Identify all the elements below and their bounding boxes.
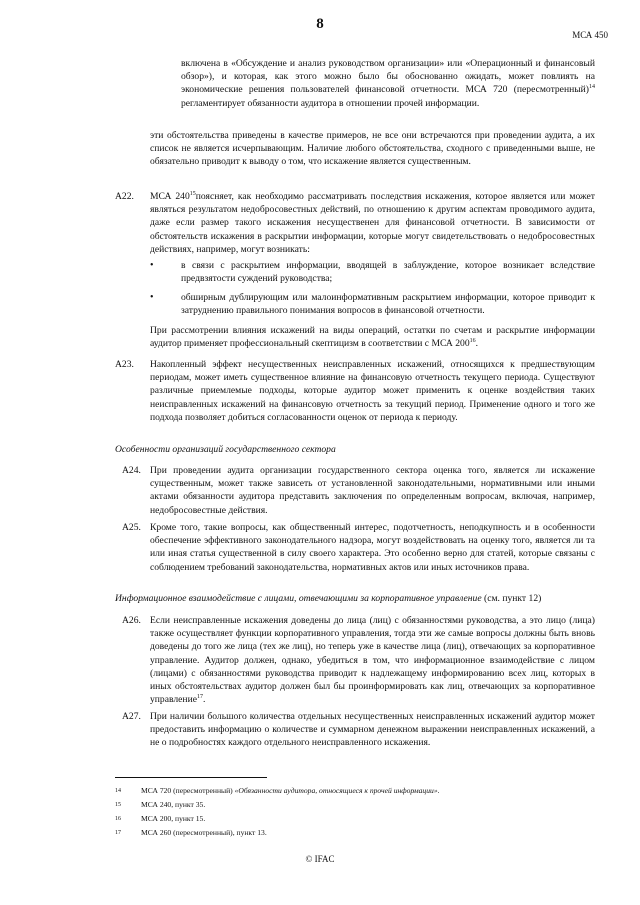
page-footer-copyright: © IFAC bbox=[305, 854, 335, 864]
paragraph-a22: МСА $240^{15}поясняет$, как необходимо рассматривать последствия искажения, которое является или может являться результатом недобросовестных действий, по отношению к другим аспектам проводимого аудита, даже если размер такого искажения несущественен для финансовой отчетности. В зависимости от обстоятельств искажения в раскрытии информации, которые могут свидетельствовать о недобросовестных действиях, например, могут возникать: bbox=[150, 190, 596, 255]
footnote-15: 15 МСА 240, пункт 35. bbox=[115, 800, 206, 809]
document-code: МСА 450 bbox=[572, 30, 608, 40]
footnote-ref-16[interactable]: 16 bbox=[469, 338, 476, 345]
paragraph-label-a25: A25. bbox=[122, 522, 141, 533]
footnote-divider bbox=[115, 777, 267, 778]
bullet-icon: • bbox=[150, 292, 154, 303]
footnote-17: 17 МСА 260 (пересмотренный), пункт 13. bbox=[115, 828, 267, 837]
bullet-item-2: обширным дублирующим или малоинформативным раскрытием информации, которое приводит к затруднению правильного понимания вопросов в финансовой отчетности. bbox=[181, 292, 595, 317]
paragraph-label-a22: A22. bbox=[115, 191, 134, 202]
paragraph-a25: Кроме того, такие вопросы, как общественный интерес, подотчетность, неподкупность и в особенности обеспечение эффективного законодательного надзора, могут воздействовать на оценку того, является ли та или иная статья существенной в силу своего характера. Это особенно верно для статей, которые связаны с соблюдением требований законодательства, нормативных актов или иных источников права. bbox=[150, 522, 595, 573]
section-heading-public-sector: Особенности организаций государственного сектора bbox=[115, 444, 336, 455]
footnote-ref-14[interactable]: 14 bbox=[589, 84, 595, 91]
section-heading-governance-communication: Информационное взаимодействие с лицами, отвечающими за корпоративное управление (см. пункт 12) bbox=[115, 593, 542, 604]
footnote-14: 14 МСА 720 (пересмотренный) «Обязанности аудитора, относящиеся к прочей информации». bbox=[115, 786, 440, 795]
paragraph-examples: эти обстоятельства приведены в качестве примеров, не все они встречаются при проведении аудита, а их список не является исчерпывающим. Наличие любого обстоятельства, сходного с приведенными выше, не обязательно приводит к выводу о том, что искажение является существенным. bbox=[150, 130, 595, 168]
paragraph-a24: При проведении аудита организации государственного сектора оценка того, является ли искажение существенным, может также зависеть от установленной законодательными, нормативными или иными актами обязанности аудитора представить заключения по определенным вопросам, включая, например, недобросовестные действия. bbox=[150, 465, 595, 516]
paragraph-a23: Накопленный эффект несущественных неисправленных искажений, относящихся к предшествующим периодам, может иметь существенное влияние на финансовую отчетность текущего периода. Существуют различные приемлемые подходы, которые аудитор может применить к оценке воздействия таких неисправленных искажений на финансовую отчетность за текущий период. Применение одного и того же подхода позволяет добиться согласованности оценок от периода к периоду. bbox=[150, 359, 595, 423]
bullet-icon: • bbox=[150, 260, 154, 271]
page-number: 8 bbox=[316, 16, 324, 32]
paragraph-a27: При наличии большого количества отдельных несущественных неисправленных искажений аудитор может предоставить информацию о количестве и суммарном денежном выражении неисправленных искажений, а не о подробностях каждого отдельного неисправленного искажения. bbox=[150, 711, 595, 749]
paragraph-label-a27: A27. bbox=[122, 711, 141, 722]
footnote-ref-15[interactable]: 15 bbox=[189, 190, 196, 197]
paragraph-a26: Если неисправленные искажения доведены до лица (лиц) с обязанностями руководства, а это лицо (лица) также осуществляет функции корпоративного управления, тогда эти же самые вопросы должны быть вновь доведены до того же лица (тех же лиц), но теперь уже в качестве лица (лиц), отвечающих за корпоративное управление. Аудитор должен, однако, убедиться в том, что информационное взаимодействие с лицом (лицами) с обязанностями руководства приводит к надлежащему информированию всех лиц, которых в иных обстоятельствах аудитор должен был бы проинформировать как лиц, отвечающих за корпоративное управление$^{17}$. bbox=[150, 615, 595, 706]
paragraph-a22-after: При рассмотрении влияния искажений на виды операций, остатки по счетам и раскрытие информации аудитор применяет профессиональный скептицизм в соответствии с МСА $200^{16}$. bbox=[150, 325, 595, 350]
paragraph-label-a23: A23. bbox=[115, 359, 134, 370]
footnote-16: 16 МСА 200, пункт 15. bbox=[115, 814, 206, 823]
footnote-ref-17[interactable]: 17 bbox=[196, 694, 203, 701]
paragraph-label-a24: A24. bbox=[122, 465, 141, 476]
bullet-item-1: в связи с раскрытием информации, вводящей в заблуждение, которое возникает вследствие предвзятости суждений руководства; bbox=[181, 260, 595, 285]
paragraph-label-a26: A26. bbox=[122, 615, 141, 626]
paragraph-reference-link[interactable]: (см. пункт 12) bbox=[481, 593, 542, 604]
paragraph-continuation: включена в «Обсуждение и анализ руководством организации» или «Операционный и финансовый обзор»), и которая, как этого можно было бы обоснованно ожидать, может повлиять на экономические решения пользователей финансовой отчетности. МСА 720 (пересмотренный)$^{14}$ регламентирует обязанности аудитора в отношении прочей информации. bbox=[181, 58, 595, 109]
